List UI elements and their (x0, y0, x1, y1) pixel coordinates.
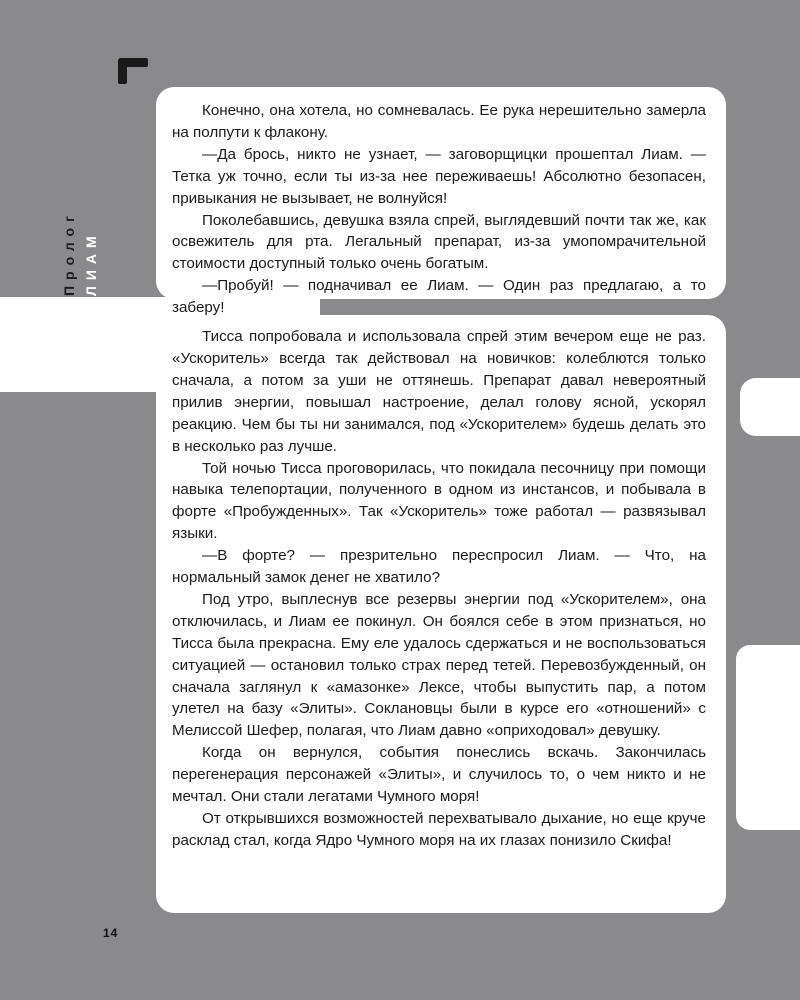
paragraph: Поколебавшись, девушка взяла спрей, выглядевший почти так же, как освежитель для рта. Легальный препарат, из-за умопомрачительной стоимости доступный только очень богатым. (172, 211, 706, 273)
paragraph: —Пробуй! — подначивал ее Лиам. — Один раз предлагаю, а то заберу! (172, 277, 706, 317)
paragraph: Тисса попробовала и использовала спрей этим вечером еще не раз. «Ускоритель» всегда так действовал на новичков: колеблются только сначала, а потом за уши не оттянешь. Препарат давал невероятный прилив энергии, повышал настроение, делал голову ясной, ускорял реакцию. Чем бы ты ни занимался, под «Ускорителем» будешь делать это в несколько раз лучше. (172, 328, 706, 455)
corner-mark-icon (118, 58, 148, 84)
paragraph: Когда он вернулся, события понеслись вскачь. Закончилась перегенерация персонажей «Элиты», и случилось то, о чем никто и не мечтал. Они стали легатами Чумного моря! (172, 744, 706, 806)
paragraph: Конечно, она хотела, но сомневалась. Ее рука нерешительно замерла на полпути к флакону. (172, 102, 706, 141)
paragraph: Под утро, выплеснув все резервы энергии под «Ускорителем», она отключилась, и Лиам ее покинул. Он боялся себе в этом признаться, но Тисса была прекрасна. Ему еле удалось сдержаться и не воспользоваться ситуацией — остановил только страх перед тетей. Перевозбужденный, он сначала заглянул к «амазонке» Лексе, чтобы выпустить пар, а потом улетел на базу «Элиты». Сокланoвцы были в курсе его «отношений» с Мелиссой Шефер, полагая, что Лиам давно «оприходовал» девушку. (172, 590, 706, 740)
paragraph: Той ночью Тисса проговорилась, что покидала песочницу при помощи навыка телепортации, полученного в одном из инстансов, и побывала в форте «Пробужденных». Так «Ускоритель» тоже работал — развязывал языки. (172, 459, 706, 543)
paragraph: —В форте? — презрительно переспросил Лиам. — Что, на нормальный замок денег не хватило? (172, 547, 706, 587)
chapter-label: Пролог (61, 210, 77, 296)
decorative-tab-lower (736, 645, 800, 830)
chapter-name: ЛИАМ (83, 230, 99, 296)
paragraph: От открывшихся возможностей перехватывало дыхание, но еще круче расклад стал, когда Ядро Чумного моря на их глазах понизило Скифа! (172, 810, 706, 849)
decorative-tab (740, 378, 800, 436)
paragraph: —Да брось, никто не узнает, — заговорщицки прошептал Лиам. — Тетка уж точно, если ты из-за нее переживаешь! Абсолютно безопасен, привыкания не вызывает, не волнуйся! (172, 145, 706, 207)
chapter-title (62, 210, 98, 296)
body-text (172, 100, 706, 852)
page-number: 14 (103, 926, 119, 940)
